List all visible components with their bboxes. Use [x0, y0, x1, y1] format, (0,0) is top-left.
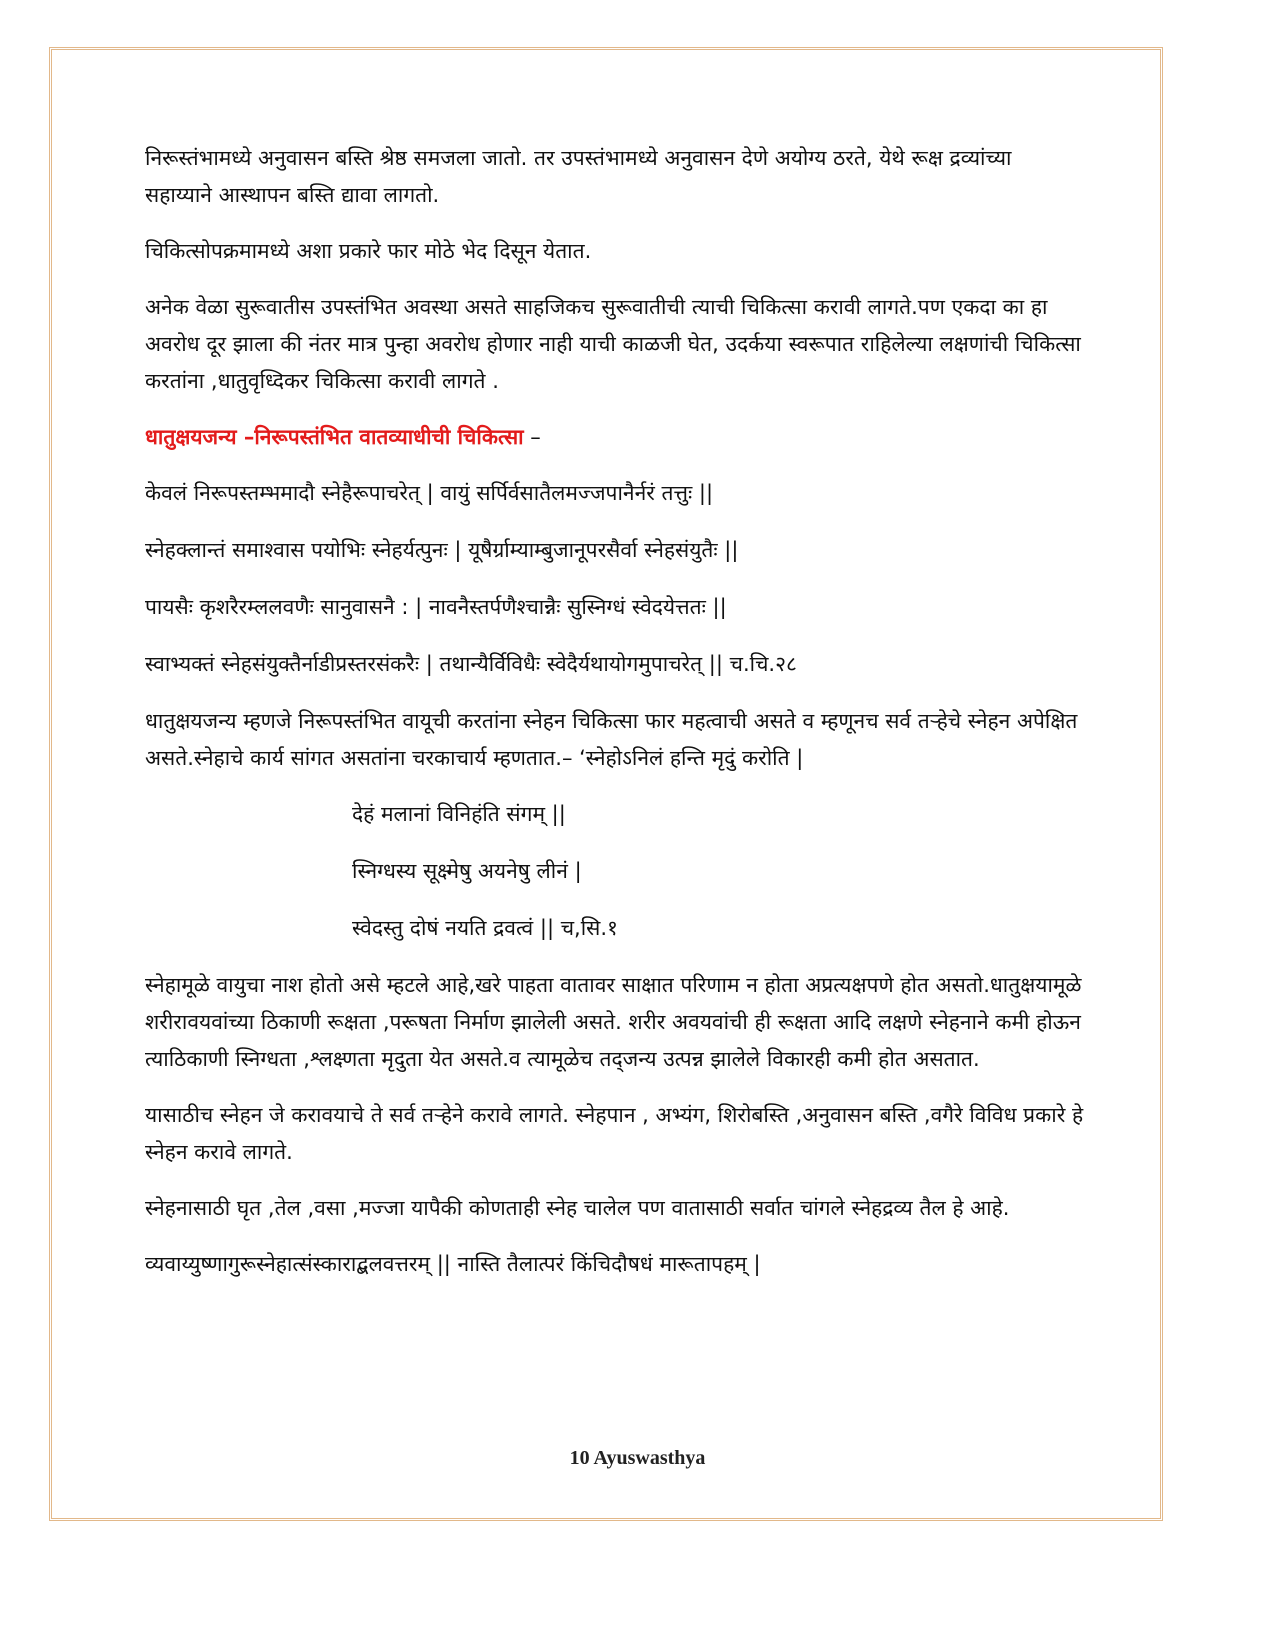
section-heading-text: धातुक्षयजन्य –निरूपस्तंभित वातव्याधीची चिकित्सा — [145, 425, 524, 449]
paragraph: अनेक वेळा सुरूवातीस उपस्तंभित अवस्था असते साहजिकच सुरूवातीची त्याची चिकित्सा करावी लागते.पण एकदा का हा अवरोध दूर झाला की नंतर मात्र पुन्हा अवरोध होणार नाही याची काळजी घेत, उदर्कया स्वरूपात राहिलेल्या लक्षणांची चिकित्सा करतांना ,धातुवृध्दिकर चिकित्सा करावी लागते . — [145, 295, 1081, 393]
paragraph: निरूस्तंभामध्ये अनुवासन बस्ति श्रेष्ठ समजला जातो. तर उपस्तंभामध्ये अनुवासन देणे अयोग्य ठरते, येथे रूक्ष द्रव्यांच्या सहाय्याने आस्थापन बस्ति द्यावा लागतो. — [145, 146, 1012, 207]
verse-line: व्यवाय्युष्णागुरूस्नेहात्संस्काराद्बलवत्तरम् || नास्ति तैलात्परं किंचिदौषधं मारूतापहम् | — [145, 1252, 761, 1276]
verse-line: स्वाभ्यक्तं स्नेहसंयुक्तैर्नाडीप्रस्तरसंकरैः | तथान्यैर्विविधैः स्वेदैर्यथायोगमुपाचरेत् || च.चि.२८ — [145, 652, 797, 676]
page-content — [145, 140, 1085, 1302]
paragraph: चिकित्सोपक्रमामध्ये अशा प्रकारे फार मोठे भेद दिसून येतात. — [145, 239, 592, 263]
section-heading — [145, 419, 1085, 456]
paragraph: स्नेहामूळे वायुचा नाश होतो असे म्हटले आहे,खरे पाहता वातावर साक्षात परिणाम न होता अप्रत्यक्षपणे होत असतो.धातुक्षयामूळे शरीरावयवांच्या ठिकाणी रूक्षता ,परूषता निर्माण झालेली असते. शरीर अवयवांची ही रूक्षता आदि लक्षणे स्नेहनाने कमी होऊन त्याठिकाणी स्निग्धता ,श्लक्ष्णता मृदुता येत असते.व त्यामूळेच तद्जन्य उत्पन्न झालेले विकारही कमी होत असतात. — [145, 973, 1082, 1071]
paragraph: स्नेहनासाठी घृत ,तेल ,वसा ,मज्जा यापैकी कोणताही स्नेह चालेल पण वातासाठी सर्वात चांगले स्नेहद्रव्य तैल हे आहे. — [145, 1196, 1010, 1220]
paragraph: यासाठीच स्नेहन जे करावयाचे ते सर्व तऱ्हेने करावे लागते. स्नेहपान , अभ्यंग, शिरोबस्ति ,अनुवासन बस्ति ,वगैरे विविध प्रकारे हे स्नेहन करावे लागते. — [145, 1103, 1084, 1164]
indented-verse-line: देहं मलानां विनिहंति संगम् || — [352, 802, 566, 826]
verse-line: पायसैः कृशरैरम्ललवणैः सानुवासनै : | नावनैस्तर्पणैश्चान्नैः सुस्निग्धं स्वेदयेत्ततः || — [145, 595, 727, 619]
paragraph: धातुक्षयजन्य म्हणजे निरूपस्तंभित वायूची करतांना स्नेहन चिकित्सा फार महत्वाची असते व म्हणूनच सर्व तऱ्हेचे स्नेहन अपेक्षित असते.स्नेहाचे कार्य सांगत असतांना चरकाचार्य म्हणतात.– ‘स्नेहोऽनिलं हन्ति मृदुं करोति | — [145, 709, 1078, 770]
page-footer: 10 Ayuswasthya — [569, 1447, 706, 1469]
verse-line: केवलं निरूपस्तम्भमादौ स्नेहैरूपाचरेत् | वायुं सर्पिर्वसातैलमज्जपानैर्नरं तत्तुः || — [145, 481, 714, 505]
verse-line: स्नेहक्लान्तं समाश्वास पयोभिः स्नेहर्यत्पुनः | यूषैर्ग्राम्याम्बुजानूपरसैर्वा स्नेहसंयुतैः || — [145, 538, 739, 562]
indented-verse-line: स्निग्धस्य सूक्ष्मेषु अयनेषु लीनं | — [352, 859, 582, 883]
indented-verse-line: स्वेदस्तु दोषं नयति द्रवत्वं || च,सि.१ — [352, 916, 618, 940]
section-heading-dash: – — [530, 425, 541, 449]
